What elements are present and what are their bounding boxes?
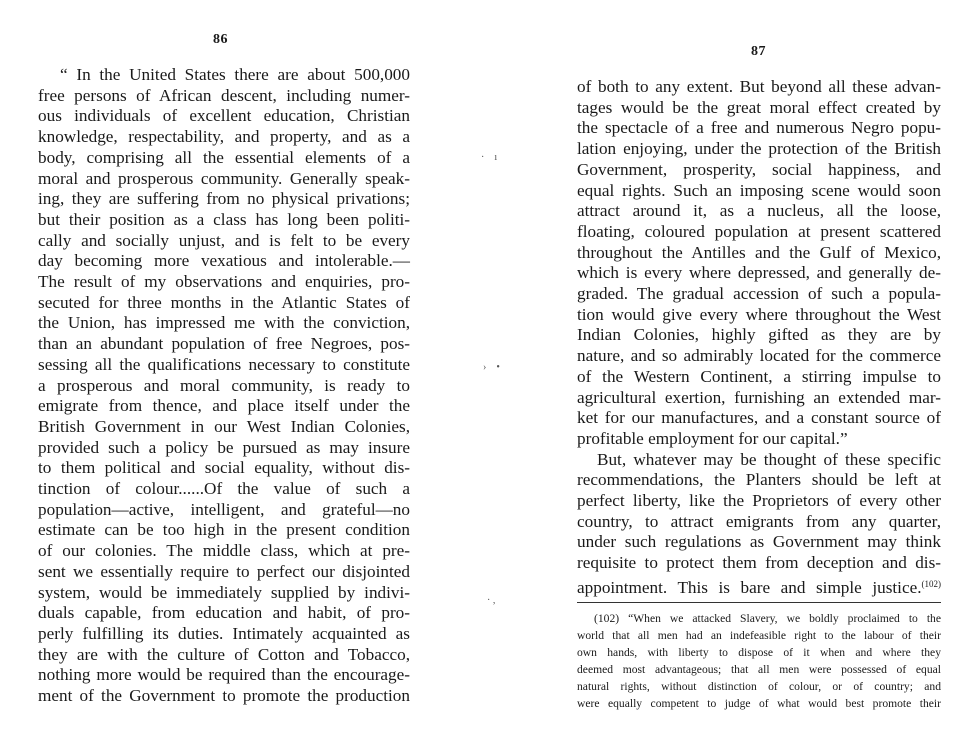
text-line: to them political and social equality, without dis-: [38, 458, 410, 478]
text-line: perfect liberty, like the Proprietors of every other: [577, 491, 941, 510]
text-line: lation enjoying, under the protection of the British: [577, 139, 941, 159]
text-line: tages would be the great moral effect created by: [577, 97, 941, 117]
footnote-line: (102) “When we attacked Slavery, we boldly proclaimed to the: [594, 612, 941, 625]
text-line: moral and prosperous community. Generally speak-: [38, 168, 410, 188]
text-line: knowledge, respectability, and property, and as a: [38, 127, 410, 147]
page-number-87: 87: [751, 44, 766, 59]
gutter-mark: · ı: [481, 152, 498, 163]
right-page: [520, 0, 980, 745]
text-line: sent we essentially require to perfect our disjointed: [38, 561, 410, 581]
text-line: ous individuals of excellent education, Christian: [38, 106, 410, 126]
footnote-line: natural rights, without distinction of colour, or of country; and: [577, 679, 941, 693]
text-line: tinction of colour......Of the value of such a: [38, 479, 410, 498]
text-line: appointment. This is bare and simple justice.: [577, 577, 922, 597]
text-line: they are with the culture of Cotton and Tobacco,: [38, 644, 410, 664]
text-line: graded. The gradual accession of such a popula-: [577, 284, 941, 303]
gutter-mark: · ,: [487, 595, 496, 606]
text-line: a prosperous and moral community, is ready to: [38, 375, 410, 395]
text-line: requisite to protect them from deception and dis-: [577, 553, 941, 573]
text-line: of both to any extent. But beyond all these advan-: [577, 77, 941, 96]
text-line: of the Western Continent, a stirring impulse to: [577, 366, 941, 386]
text-line: body, comprising all the essential elements of a: [38, 147, 410, 167]
footnote-line: own hands, with liberty to dispose of it when and where they: [577, 645, 941, 659]
text-line: ket for our manufactures, and a constant source of: [577, 408, 941, 428]
text-line: Indian Colonies, highly gifted as they are by: [577, 325, 941, 345]
text-line: perly fulfilling its duties. Intimately acquainted as: [38, 623, 410, 643]
text-line: the Union, has impressed me with the conviction,: [38, 313, 410, 333]
text-line: but their position as a class has long been politi-: [38, 209, 410, 229]
footnote-line: were equally competent to judge of what would best promote their: [577, 696, 941, 710]
text-line: nothing more would be required than the encourage-: [38, 665, 410, 685]
footnote-line: world that all men had an indefeasible right to the labour of their: [577, 628, 941, 642]
text-line: British Government in our West Indian Colonies,: [38, 416, 410, 436]
text-line: profitable employment for our capital.”: [577, 428, 848, 448]
text-line: nature, and so admirably located for the commerce: [577, 346, 941, 366]
text-line: of our colonies. The middle class, which at pre-: [38, 541, 410, 561]
text-line: tion would give every where throughout the West: [577, 304, 941, 324]
text-line: which is every where depressed, and generally de-: [577, 263, 941, 283]
text-line: provided such a policy be pursued as may insure: [38, 437, 410, 457]
text-line: estimate can be too high in the present condition: [38, 520, 410, 540]
text-line-last: [577, 574, 941, 599]
text-line: agricultural exertion, furnishing an extended mar-: [577, 387, 941, 407]
text-line: secuted for three months in the Atlantic States of: [38, 292, 410, 312]
text-line: throughout the Antilles and the Gulf of Mexico,: [577, 242, 941, 262]
text-line: “ In the United States there are about 500,000: [60, 65, 410, 84]
gutter-mark: › •: [483, 362, 500, 373]
text-line: floating, coloured population at present scattered: [577, 221, 941, 241]
text-line: free persons of African descent, including numer-: [38, 85, 410, 105]
text-line: emigrate from thence, and place itself under the: [38, 396, 410, 416]
text-line: country, to attract emigrants from any quarter,: [577, 511, 941, 531]
text-line: cally and socially unjust, and is felt to be every: [38, 230, 410, 250]
text-line: ment of the Government to promote the production: [38, 686, 410, 705]
text-line: But, whatever may be thought of these specific: [597, 449, 941, 469]
text-line: Government, prosperity, social happiness, and: [577, 159, 941, 179]
text-line: ing, they are suffering from no physical privations;: [38, 189, 410, 209]
footnote-divider: [577, 602, 941, 603]
text-line: under such regulations as Government may think: [577, 532, 941, 552]
footnote-line: deemed most advantageous; that all men were possessed of equal: [577, 662, 941, 676]
text-line: system, would be immediately supplied by indivi-: [38, 582, 410, 602]
text-line: The result of my observations and enquiries, pro-: [38, 272, 410, 291]
text-line: than an abundant population of free Negroes, pos-: [38, 334, 410, 354]
text-line: population—active, intelligent, and grateful—no: [38, 499, 410, 519]
text-line: equal rights. Such an imposing scene would soon: [577, 180, 941, 200]
footnote-reference: (102): [921, 578, 941, 589]
page-number-86: 86: [213, 32, 228, 47]
text-line: duals capable, from education and habit, of pro-: [38, 603, 410, 623]
text-line: recommendations, the Planters should be left at: [577, 470, 941, 490]
text-line: sessing all the qualifications necessary to constitute: [38, 354, 410, 374]
text-line: attract around it, as a nucleus, all the loose,: [577, 201, 941, 221]
text-line: day becoming more vexatious and intolerable.—: [38, 251, 410, 271]
text-line: the spectacle of a free and numerous Negro popu-: [577, 118, 941, 138]
left-page: [0, 0, 470, 745]
